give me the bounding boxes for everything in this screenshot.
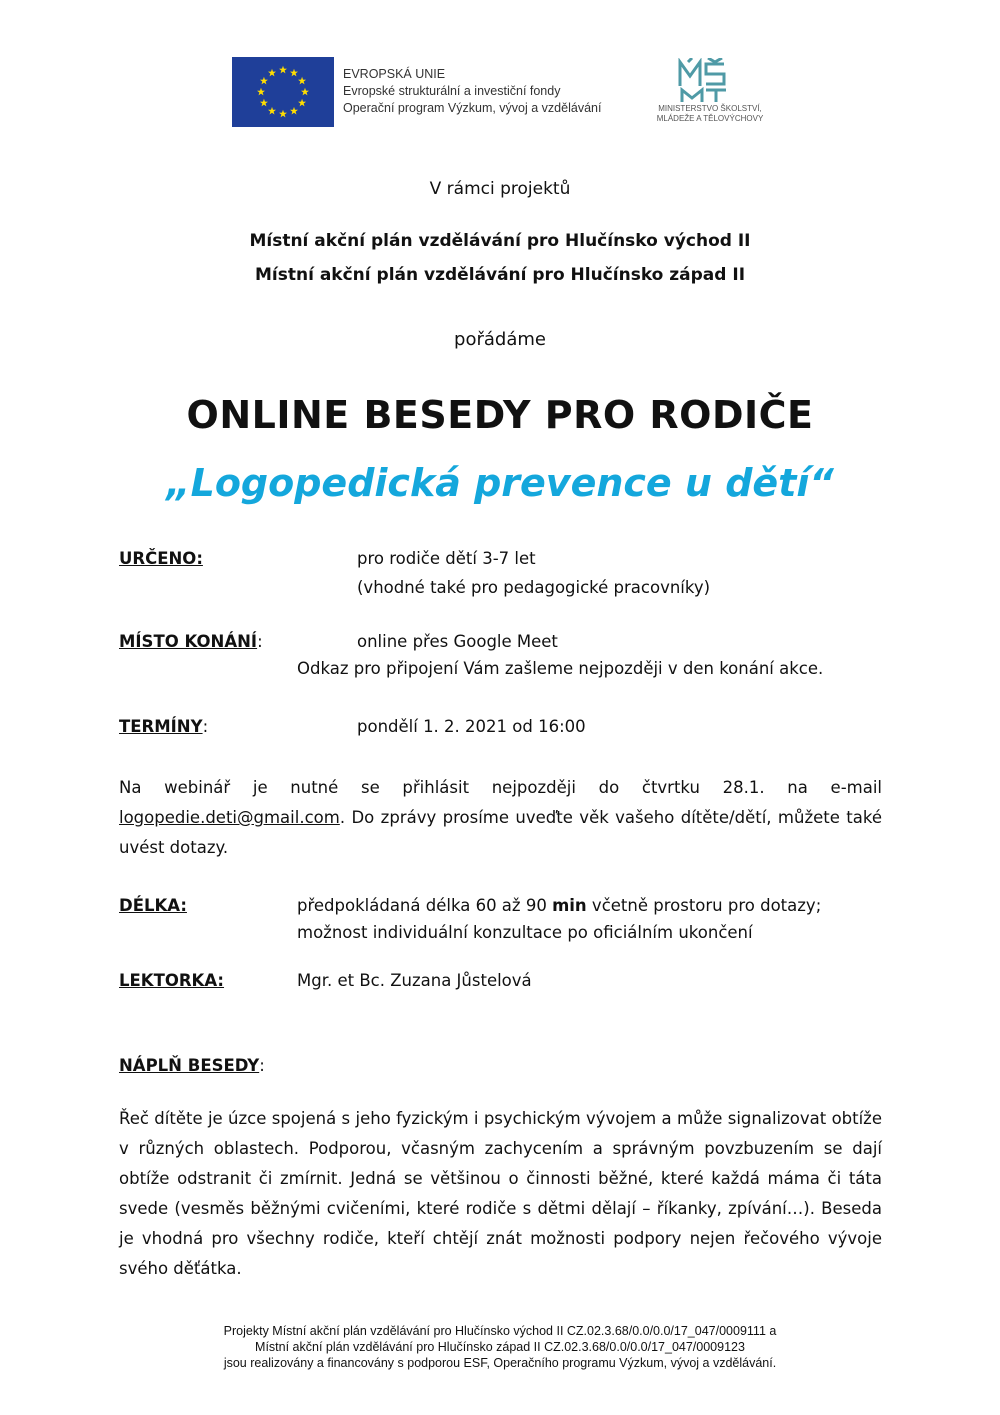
lektorka-label: LEKTORKA: bbox=[119, 971, 225, 990]
msmt-caption-line2: MLÁDEŽE A TĚLOVÝCHOVY bbox=[656, 114, 764, 123]
eu-star-icon bbox=[260, 99, 268, 107]
eu-star-icon bbox=[301, 88, 309, 96]
eu-logo-line2: Evropské strukturální a investiční fondy bbox=[343, 84, 561, 98]
eu-star-icon bbox=[279, 66, 287, 74]
msmt-caption-line1: MINISTERSTVO ŠKOLSTVÍ, bbox=[658, 104, 762, 113]
page-title: ONLINE BESEDY PRO RODIČE bbox=[186, 393, 814, 437]
eu-star-icon bbox=[290, 69, 298, 77]
misto-colon: : bbox=[257, 632, 263, 651]
misto-value-1: online přes Google Meet bbox=[357, 632, 558, 651]
misto-value-2: Odkaz pro připojení Vám zašleme nejpozději v den konání akce. bbox=[297, 659, 824, 678]
eu-star-icon bbox=[290, 107, 298, 115]
terminy-label: TERMÍNY bbox=[119, 717, 203, 736]
delka-value-2: možnost individuální konzultace po oficiálním ukončení bbox=[297, 923, 753, 942]
registration-paragraph bbox=[119, 773, 882, 863]
eu-logo-text bbox=[343, 66, 601, 117]
footer-line2: Místní akční plán vzdělávání pro Hlučínsko západ II CZ.02.3.68/0.0/0.0/17_047/0009123 bbox=[255, 1340, 745, 1354]
napln-label: NÁPLŇ BESEDY bbox=[119, 1056, 260, 1075]
eu-logo-line1: EVROPSKÁ UNIE bbox=[343, 67, 446, 81]
eu-stars-icon bbox=[232, 57, 334, 127]
registration-text-b: . Do zprávy prosíme uveďte věk vašeho dítěte/dětí, můžete také uvést dotazy. bbox=[119, 808, 882, 857]
napln-colon: : bbox=[259, 1056, 265, 1075]
eu-star-icon bbox=[298, 77, 306, 85]
organize-text: pořádáme bbox=[454, 329, 546, 350]
project-name-west: Místní akční plán vzdělávání pro Hlučínsko západ II bbox=[254, 265, 746, 285]
eu-logo-line3: Operační program Výzkum, vývoj a vzdělávání bbox=[343, 101, 602, 115]
footer-line1: Projekty Místní akční plán vzdělávání pro Hlučínsko východ II CZ.02.3.68/0.0/0.0/17_047/0009111 a bbox=[223, 1324, 777, 1338]
delka-label: DÉLKA: bbox=[119, 896, 187, 915]
msmt-caption bbox=[640, 104, 780, 124]
eu-star-icon bbox=[279, 110, 287, 118]
project-name-east: Místní akční plán vzdělávání pro Hlučínsko východ II bbox=[249, 231, 751, 251]
urceno-value-1: pro rodiče dětí 3-7 let bbox=[357, 549, 536, 568]
email-link[interactable]: logopedie.deti@gmail.com bbox=[119, 808, 340, 827]
urceno-label: URČENO: bbox=[119, 549, 203, 568]
misto-label-wrap bbox=[119, 632, 263, 651]
eu-flag-logo bbox=[232, 57, 334, 127]
terminy-label-wrap bbox=[119, 717, 208, 736]
lektorka-value: Mgr. et Bc. Zuzana Jůstelová bbox=[297, 971, 532, 990]
eu-star-icon bbox=[268, 69, 276, 77]
delka-text-b: včetně prostoru pro dotazy; bbox=[586, 896, 822, 915]
terminy-value: pondělí 1. 2. 2021 od 16:00 bbox=[357, 717, 586, 736]
eu-star-icon bbox=[260, 77, 268, 85]
delka-value-1 bbox=[297, 896, 821, 915]
terminy-colon: : bbox=[202, 717, 209, 736]
napln-label-wrap bbox=[119, 1056, 265, 1075]
delka-text-a: předpokládaná délka 60 až 90 bbox=[297, 896, 553, 915]
eu-star-icon bbox=[268, 107, 276, 115]
eu-star-icon bbox=[257, 88, 265, 96]
page-subtitle: „Logopedická prevence u dětí“ bbox=[166, 461, 834, 505]
footer-line3: jsou realizovány a financovány s podporou ESF, Operačního programu Výzkum, vývoj a vzdělávání. bbox=[223, 1356, 777, 1370]
delka-min: min bbox=[552, 896, 587, 915]
footer bbox=[0, 1323, 1000, 1371]
intro-text: V rámci projektů bbox=[429, 179, 571, 199]
registration-text-a: Na webinář je nutné se přihlásit nejpozději do čtvrtku 28.1. na e-mail bbox=[119, 778, 882, 797]
misto-label: MÍSTO KONÁNÍ bbox=[119, 632, 258, 651]
urceno-value-2: (vhodné také pro pedagogické pracovníky) bbox=[357, 578, 711, 597]
napln-paragraph: Řeč dítěte je úzce spojená s jeho fyzickým i psychickým vývojem a může signalizovat obtíže v různých oblastech. Podporou, včasným zachycením a správným povzbuzením se dají obtíže odstranit či zmírnit. Jedná se většinou o činnosti běžné, které každá máma či táta svede (vesměs běžnými cvičeními, které rodiče s dětmi dělají – říkanky, zpívání…). Beseda je vhodná pro všechny rodiče, kteří chtějí znát možnosti podpory nejen řečového vývoje svého děťátka. bbox=[119, 1109, 882, 1278]
eu-star-icon bbox=[298, 99, 306, 107]
